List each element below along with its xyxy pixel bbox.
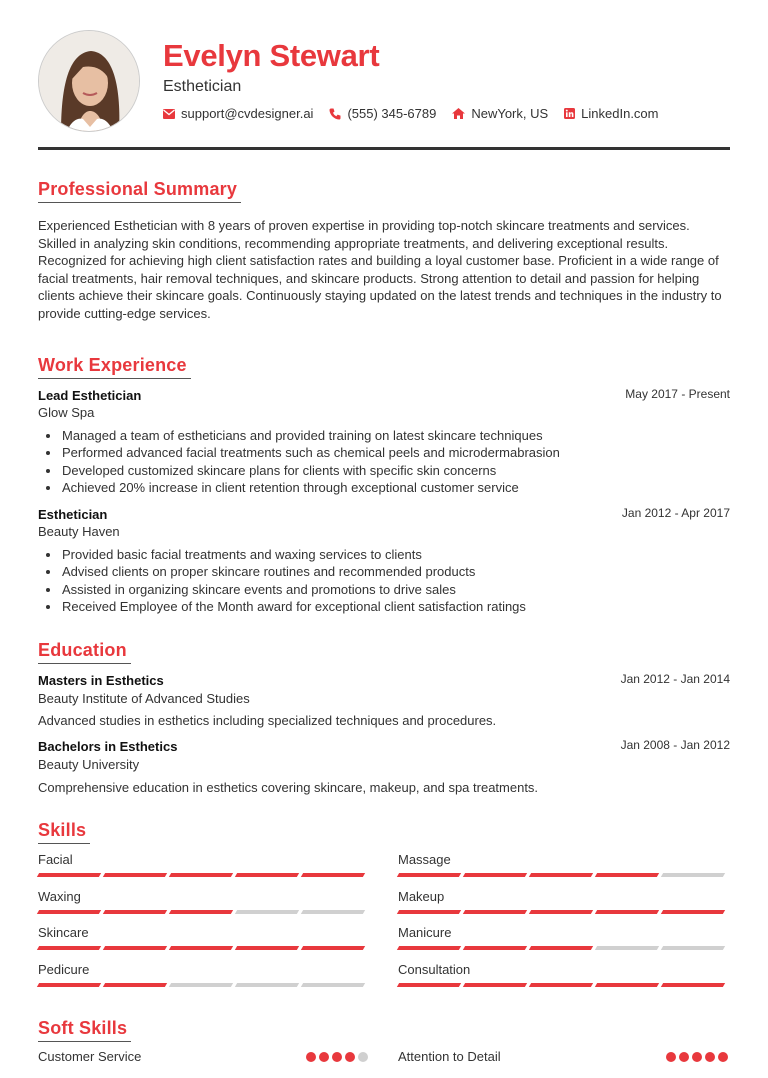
skill-level-segment (529, 983, 593, 987)
soft-skill-item (38, 1049, 368, 1064)
skill-level-segment (463, 983, 527, 987)
school-name: Beauty Institute of Advanced Studies (38, 691, 250, 706)
list-item: Advised clients on proper skincare routines and recommended products (38, 563, 728, 580)
phone-icon (329, 108, 341, 120)
skill-level-bar (398, 873, 728, 877)
skill-level-segment (301, 910, 365, 914)
job-date: Jan 2012 - Apr 2017 (621, 506, 730, 520)
candidate-name: Evelyn Stewart (163, 38, 380, 73)
list-item: Managed a team of estheticians and provided training on latest skincare techniques (38, 427, 728, 444)
job-bullets (38, 427, 728, 497)
skill-level-segment (37, 910, 101, 914)
work-heading: Work Experience (38, 355, 191, 379)
job-bullets (38, 546, 728, 616)
soft-skill-rating (303, 1052, 368, 1062)
skill-level-segment (103, 946, 167, 950)
rating-dot (332, 1052, 342, 1062)
rating-dot (705, 1052, 715, 1062)
rating-dot (692, 1052, 702, 1062)
skill-level-bar (398, 946, 728, 950)
soft-skill-item (398, 1049, 728, 1064)
job-organization: Beauty Haven (38, 524, 120, 539)
rating-dot (306, 1052, 316, 1062)
list-item: Performed advanced facial treatments such as chemical peels and microdermabrasion (38, 444, 728, 461)
job-organization: Glow Spa (38, 405, 95, 420)
skill-level-segment (463, 910, 527, 914)
list-item: Developed customized skincare plans for clients with specific skin concerns (38, 462, 728, 479)
skill-level-segment (661, 873, 725, 877)
skill-name: Skincare (38, 925, 89, 940)
skill-level-bar (38, 910, 368, 914)
job-date: May 2017 - Present (625, 387, 730, 401)
email-text: support@cvdesigner.ai (181, 106, 314, 121)
skill-level-segment (397, 983, 461, 987)
school-name: Beauty University (38, 757, 140, 772)
skill-level-segment (397, 946, 461, 950)
skill-level-segment (595, 873, 659, 877)
envelope-icon (163, 109, 175, 119)
skills-heading: Skills (38, 820, 90, 844)
soft-skills-heading: Soft Skills (38, 1018, 131, 1042)
profile-photo-icon (39, 31, 140, 132)
rating-dot (679, 1052, 689, 1062)
skill-level-segment (103, 983, 167, 987)
skill-level-segment (235, 983, 299, 987)
profile-photo (38, 30, 140, 132)
skill-name: Facial (38, 852, 73, 867)
skill-item (38, 889, 368, 914)
rating-dot (358, 1052, 368, 1062)
skill-level-segment (235, 910, 299, 914)
skill-name: Pedicure (38, 962, 90, 977)
soft-skill-rating (663, 1052, 728, 1062)
education-date: Jan 2012 - Jan 2014 (620, 672, 730, 686)
skill-name: Consultation (398, 962, 471, 977)
skill-level-segment (235, 946, 299, 950)
rating-dot (718, 1052, 728, 1062)
list-item: Assisted in organizing skincare events and promotions to drive sales (38, 581, 728, 598)
skill-name: Manicure (398, 925, 452, 940)
skill-level-bar (398, 910, 728, 914)
skill-level-segment (595, 910, 659, 914)
skill-level-segment (529, 910, 593, 914)
contact-bar (163, 106, 675, 121)
skill-name: Massage (398, 852, 451, 867)
skill-level-bar (38, 983, 368, 987)
contact-phone[interactable] (329, 106, 436, 121)
skill-level-segment (169, 873, 233, 877)
skill-level-segment (463, 873, 527, 877)
skill-level-segment (529, 873, 593, 877)
skill-level-segment (37, 946, 101, 950)
skill-level-segment (397, 910, 461, 914)
linkedin-text: LinkedIn.com (581, 106, 659, 121)
phone-text: (555) 345-6789 (347, 106, 437, 121)
contact-email[interactable] (163, 106, 313, 121)
skill-level-bar (38, 946, 368, 950)
list-item: Achieved 20% increase in client retention through exceptional customer service (38, 479, 728, 496)
skill-item (398, 889, 728, 914)
soft-skill-name: Customer Service (38, 1049, 142, 1064)
home-icon (452, 108, 465, 119)
rating-dot (319, 1052, 329, 1062)
skill-level-segment (661, 910, 725, 914)
skill-item (38, 962, 368, 987)
skill-level-bar (38, 873, 368, 877)
skill-level-segment (103, 873, 167, 877)
skill-level-segment (397, 873, 461, 877)
rating-dot (345, 1052, 355, 1062)
location-text: NewYork, US (471, 106, 549, 121)
summary-heading: Professional Summary (38, 179, 241, 203)
header-divider (38, 147, 730, 150)
skill-item (398, 852, 728, 877)
contact-linkedin[interactable] (564, 106, 658, 121)
skill-item (38, 925, 368, 950)
candidate-role: Esthetician (163, 78, 242, 95)
skill-level-segment (37, 983, 101, 987)
soft-skill-name: Attention to Detail (398, 1049, 501, 1064)
job-title: Esthetician (38, 507, 108, 522)
skill-level-segment (103, 910, 167, 914)
education-heading: Education (38, 640, 131, 664)
skill-level-segment (301, 946, 365, 950)
skill-item (398, 925, 728, 950)
linkedin-icon (564, 108, 575, 119)
skill-level-segment (169, 983, 233, 987)
skill-level-segment (235, 873, 299, 877)
skill-level-segment (37, 873, 101, 877)
list-item: Provided basic facial treatments and waxing services to clients (38, 546, 728, 563)
job-title: Lead Esthetician (38, 388, 142, 403)
rating-dot (666, 1052, 676, 1062)
list-item: Received Employee of the Month award for exceptional client satisfaction ratings (38, 598, 728, 615)
skill-level-segment (301, 983, 365, 987)
summary-text: Experienced Esthetician with 8 years of proven expertise in providing top-notch skincare treatments and services. Skilled in analyzing skin conditions, recommending appropriate treatments, and delivering exceptional results. Recognized for achieving high client satisfaction rates and building a loyal customer base. Proficient in a wide range of facial treatments, hair removal techniques, and skincare products. Strong attention to detail and passion for helping clients achieve their skincare goals. Continuously staying updated on the latest trends and techniques in the industry to provide cutting-edge services. (38, 218, 722, 321)
education-description: Comprehensive education in esthetics covering skincare, makeup, and spa treatments. (38, 780, 539, 795)
skill-level-segment (661, 946, 725, 950)
degree-title: Masters in Esthetics (38, 673, 164, 688)
skill-level-segment (595, 983, 659, 987)
skill-level-segment (169, 946, 233, 950)
resume-header (38, 30, 730, 150)
skill-level-bar (398, 983, 728, 987)
education-description: Advanced studies in esthetics including specialized techniques and procedures. (38, 713, 497, 728)
skill-level-segment (301, 873, 365, 877)
skill-item (38, 852, 368, 877)
skill-level-segment (661, 983, 725, 987)
skill-level-segment (463, 946, 527, 950)
skill-level-segment (595, 946, 659, 950)
skill-level-segment (169, 910, 233, 914)
skill-level-segment (529, 946, 593, 950)
skill-name: Waxing (38, 889, 81, 904)
degree-title: Bachelors in Esthetics (38, 739, 178, 754)
skill-item (398, 962, 728, 987)
education-date: Jan 2008 - Jan 2012 (620, 738, 730, 752)
contact-location (452, 106, 548, 121)
skill-name: Makeup (398, 889, 445, 904)
